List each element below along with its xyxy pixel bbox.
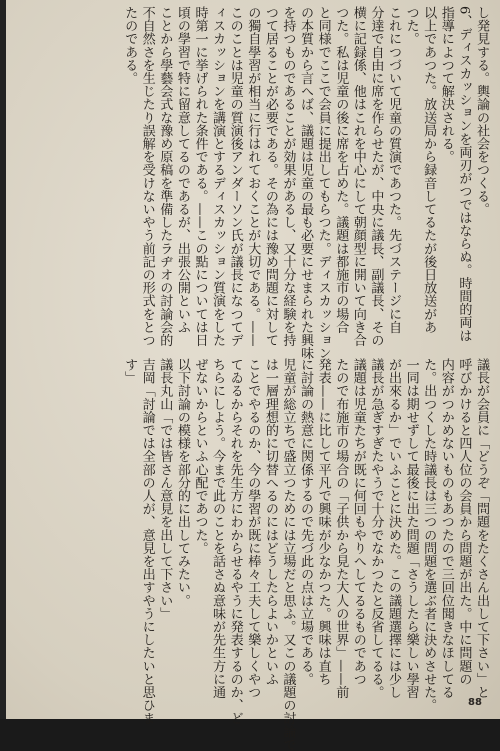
lower-text-column: 呼びかけると四人位の会員から問題が出た。中に問題の <box>456 358 472 686</box>
lower-text-column: てゐるからそれを先生方にわからせるやうに発表するのか、ど <box>227 358 243 725</box>
lower-text-column: 発表——に比して平凡で興味が少なかつた。興味は直ち <box>315 358 331 686</box>
upper-text-column: を持つものであることが効果があるし、又十分な経験を持 <box>280 6 296 347</box>
upper-text-block <box>0 0 500 360</box>
lower-text-column: た。出つくした時議長は三つの問題を選ぶ者に決めさせた。 <box>421 358 437 712</box>
upper-text-column: ィスカッションを講演とするディスカッション質演をした <box>210 6 226 347</box>
upper-text-column: つて居ることが必要である。その為には豫め問題に対して <box>262 6 278 347</box>
upper-text-column: これにつづいて児童の質演であつた。先づステージに自 <box>386 6 402 334</box>
upper-text-column: たのである。 <box>122 6 138 85</box>
lower-text-column: 内容がつかめないものもあつたので三回位聞きなほしてる <box>438 358 454 699</box>
lower-text-column: 児童が総立ちで盛立つためには立場だと思ふ。又この議題の討論で <box>280 358 296 751</box>
upper-text-column: つた。 <box>403 6 419 46</box>
page-number: 88 <box>468 697 482 708</box>
lower-text-column: 以下討論の模様を部分的に出してみたい。 <box>174 358 190 607</box>
upper-text-column: し発見する。輿論の社会をつくる。 <box>474 6 489 216</box>
lower-text-column: 議長丸山「では皆さん意見を出して下さい」 <box>157 358 173 620</box>
upper-text-column: 頃の學習で特に留意してるのであるが、出張公開といふ <box>174 6 190 334</box>
lower-text-column: が出來るか」でいふことに決めた。この議題選擇には少し <box>386 358 402 699</box>
lower-text-column: ちらにしよう。今まで此のことを話さぬ意味が先生方に通 <box>210 358 226 699</box>
upper-text-column: の獨自學習が相当に行はれておくことが大切である。—— <box>245 6 261 347</box>
upper-text-column: ことから學藝会式な豫め原稿を準備したラヂオの討論会的 <box>157 6 173 347</box>
lower-text-column: に討論の熱意に関係するので先づ此の点は立場である。 <box>298 358 314 686</box>
upper-text-column: このことは児童の質演後アンダーソン氏が議長になつてデ <box>227 6 243 347</box>
lower-text-column: 議題は児童たちが既に何回もやりへしてるるものであつ <box>350 358 366 686</box>
upper-text-column: 指導によつて解決される。 <box>438 6 454 164</box>
upper-text-column: の本質から言へば、議題は児童の最も必要にせまられた興味 <box>298 6 314 360</box>
upper-text-column: と同様でここで会員に提出してもらつた。ディスカッション <box>315 6 331 360</box>
upper-text-column: 不自然さを生じたり誤解を受けないやう前記の形式をとつ <box>139 6 155 347</box>
lower-text-column: は一層理想的に切替へるのにはどうしたらよいかといふ <box>262 358 278 686</box>
upper-text-column: 6、ディスカッションを両刃がつではならぬ。時間的両は <box>456 6 472 342</box>
lower-text-column: 議長が会員に「どうぞ「問題をたくさん出して下さい」と <box>474 358 489 699</box>
lower-text-column: す」 <box>122 358 138 385</box>
upper-text-column: 分達で自由に席を作らせたが、中央に議長、副議長、その <box>368 6 384 347</box>
upper-text-column: 以上であつた。放送局から録音してるたが後日放送があ <box>421 6 437 334</box>
lower-text-column: たので布施市の場合の「子供から見た大人の世界」——前 <box>333 358 349 699</box>
upper-text-column: つた。私は児童の後に席を占めた。議題は都施市の場合 <box>333 6 349 334</box>
lower-text-column: ことでやるのか、今の學習が既に棒々工夫して樂しくやつ <box>245 358 261 699</box>
lower-text-column: 吉岡「討論では全部の人が、意見を出すやうにしたいと思ひま <box>139 358 155 725</box>
upper-text-column: 時第一に挙げられた条件である。——この點については日 <box>192 6 208 347</box>
lower-text-column: 一同は期せずして最後に出た問題「さうしたら樂しい學習 <box>403 358 419 699</box>
upper-text-column: 横に記録係、他はこれを中心にして朝顔型に開いて向き合 <box>350 6 366 347</box>
lower-text-column: ぜないからといふ心配であつた。 <box>192 358 208 555</box>
lower-text-column: 議長が急ぎすぎたやうで十分でなかつたと反省してるる。 <box>368 358 384 699</box>
